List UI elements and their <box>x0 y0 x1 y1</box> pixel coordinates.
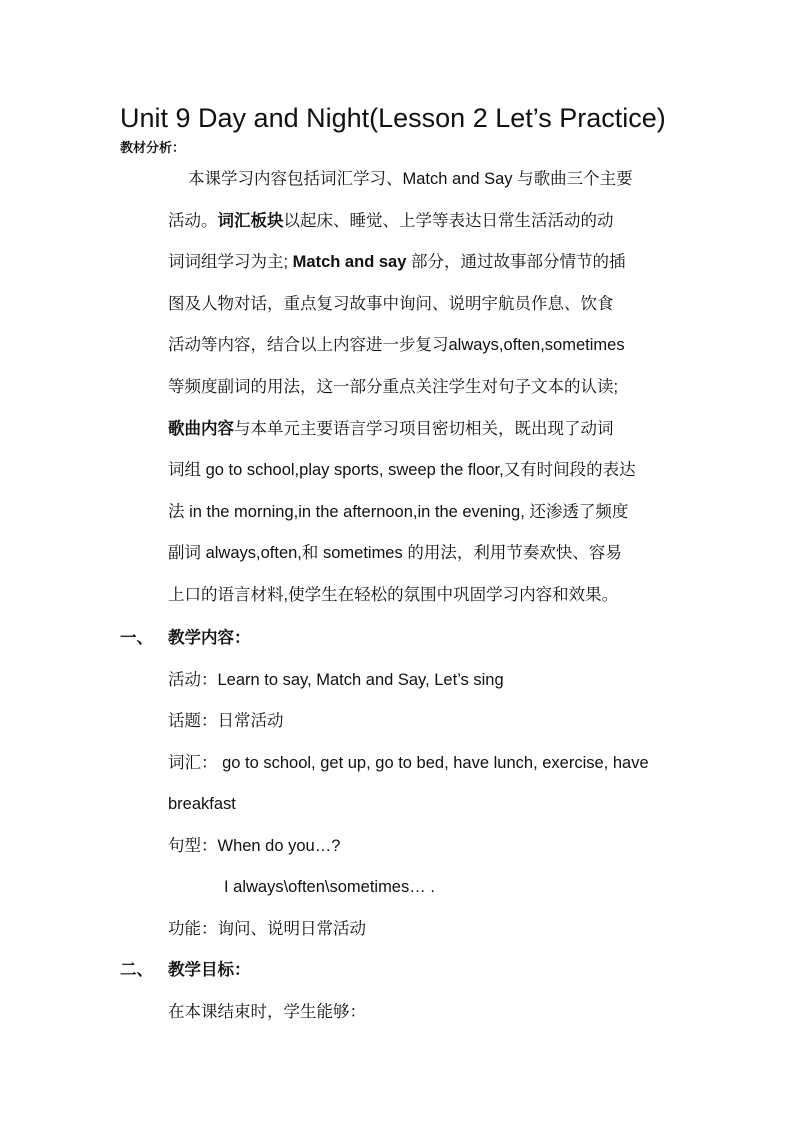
document-title: Unit 9 Day and Night(Lesson 2 Let’s Practice) <box>120 103 666 133</box>
analysis-label: 教材分析： <box>120 140 186 155</box>
section-heading-content <box>120 626 251 650</box>
function-line: 功能：询问、说明日常活动 <box>168 920 366 938</box>
paragraph-line: 图及人物对话，重点复习故事中询问、说明宇航员作息、饮食 <box>168 294 614 313</box>
vocab-block-term: 词汇板块 <box>217 211 284 230</box>
paragraph-line: 活动等内容，结合以上内容进一步复习always,often,sometimes <box>168 336 625 355</box>
section-title: 教学内容： <box>168 629 251 647</box>
paragraph-line: 活动。词汇板块以起床、睡觉、上学等表达日常生活活动的动 <box>168 211 614 230</box>
paragraph-line: 法 in the morning,in the afternoon,in the evening, 还渗透了频度 <box>168 502 629 521</box>
paragraph-line: 词词组学习为主; Match and say 部分，通过故事部分情节的插 <box>168 253 626 272</box>
paragraph-line: 等频度副词的用法，这一部分重点关注学生对句子文本的认读; <box>168 377 619 396</box>
paragraph-line: 上口的语言材料,使学生在轻松的氛围中巩固学习内容和效果。 <box>168 585 619 604</box>
analysis-paragraph <box>168 159 674 617</box>
section-number: 一、 <box>120 629 153 647</box>
paragraph-line: 歌曲内容与本单元主要语言学习项目密切相关，既出现了动词 <box>168 419 614 438</box>
section-number: 二、 <box>120 961 153 979</box>
paragraph-line: 词组 go to school,play sports, sweep the floor,又有时间段的表达 <box>168 461 636 480</box>
section-title: 教学目标： <box>168 961 251 979</box>
paragraph-line: 本课学习内容包括词汇学习、Match and Say 与歌曲三个主要 <box>188 170 633 188</box>
vocab-line-continued: breakfast <box>168 795 236 813</box>
sentence-pattern-line: 句型：When do you…? <box>168 837 341 855</box>
song-content-term: 歌曲内容 <box>168 419 234 438</box>
paragraph-line: 副词 always,often,和 sometimes 的用法，利用节奏欢快、容易 <box>168 544 622 563</box>
activity-line: 活动：Learn to say, Match and Say, Let’s sing <box>168 671 504 689</box>
vocab-line: 词汇： go to school, get up, go to bed, have lunch, exercise, have <box>168 754 649 772</box>
section-heading-objectives <box>120 958 251 982</box>
objectives-intro: 在本课结束时，学生能够： <box>168 1003 366 1021</box>
sentence-pattern-example: I always\often\sometimes… . <box>224 878 435 896</box>
topic-line: 话题：日常活动 <box>168 712 284 730</box>
match-say-term: Match and say <box>288 253 411 272</box>
